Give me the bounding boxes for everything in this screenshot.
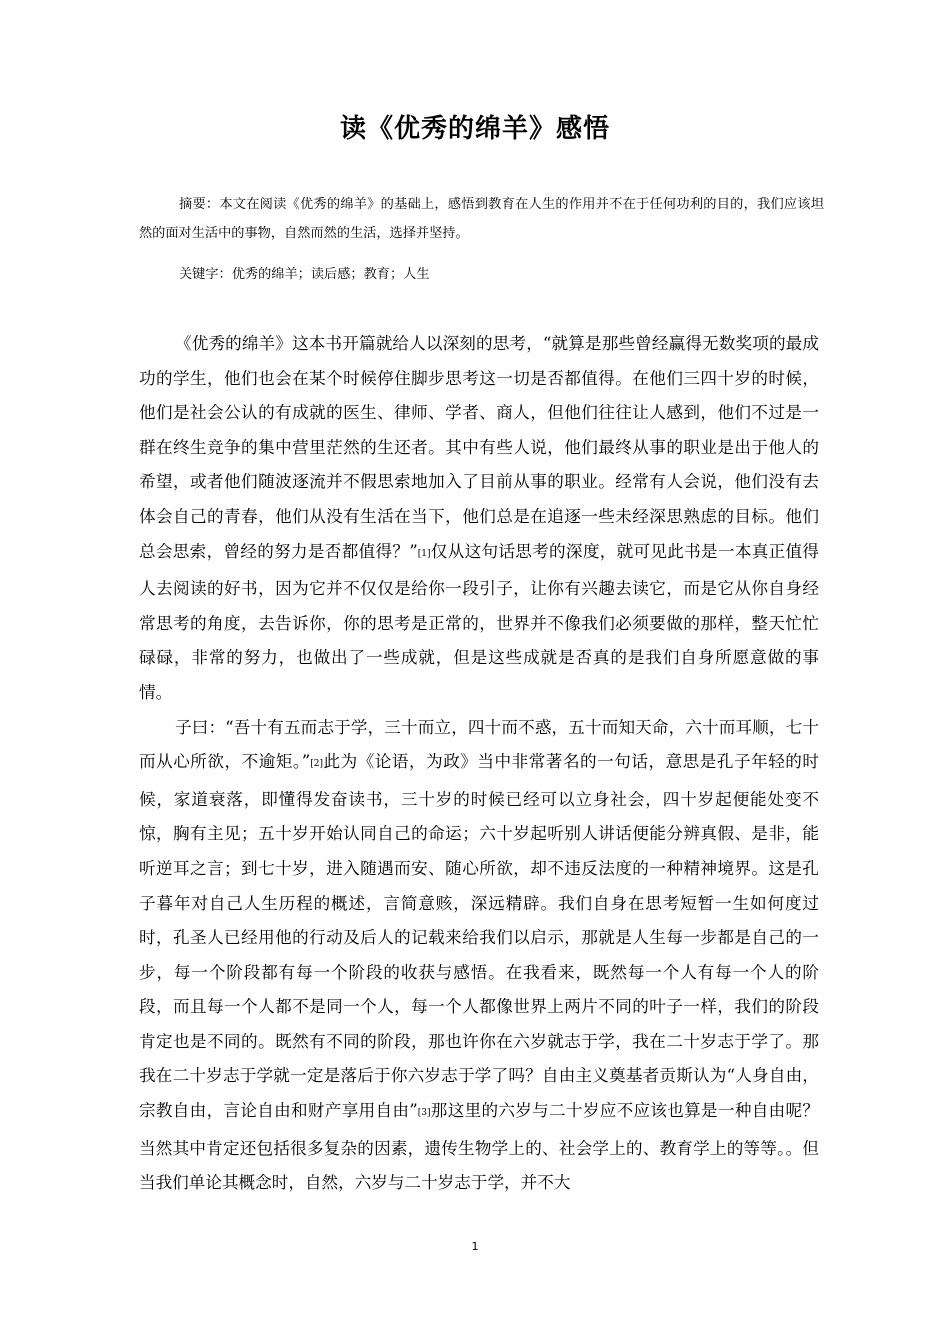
paragraph-1-text-b: 仅从这句话思考的深度，就可见此书是一本真正值得人去阅读的好书，因为它并不仅仅是给你一段引子，让你有兴趣去读它，而是它从你自身经常思考的角度，去告诉你，你的思考是正常的，世界并不像我们必须要做的那样，整天忙忙碌碌，非常的努力，也做出了一些成就，但是这些成就是否真的是我们自身所愿意做的事情。 — [139, 541, 820, 702]
abstract: 摘要：本文在阅读《优秀的绵羊》的基础上，感悟到教育在人生的作用并不在于任何功利的目的，我们应该坦然的面对生活中的事物，自然而然的生活，选择并坚持。 — [139, 197, 824, 241]
paragraph-1 — [139, 327, 819, 711]
document-title: 读《优秀的绵羊》感悟 — [339, 114, 610, 144]
footnote-ref-1: [1] — [417, 548, 431, 559]
paragraph-2-text-c: 那这里的六岁与二十岁应不应该也算是一种自由呢？当然其中肯定还包括很多复杂的因素，遗传生物学上的、社会学上的、教育学上的等等。。但当我们单论其概念时，自然，六岁与二十岁志于学，并不大 — [139, 1101, 820, 1193]
keywords: 关键字：优秀的绵羊；读后感；教育；人生 — [179, 267, 430, 282]
paragraph-2-text-a: 子曰：“吾十有五而志于学，三十而立，四十而不惑，五十而知天命，六十而耳顺，七十而从心所欲，不逾矩。” — [139, 717, 819, 772]
paragraph-2-text-b: 此为《论语，为政》当中非常著名的一句话，意思是孔子年轻的时候，家道衰落，即懂得发奋读书，三十岁的时候已经可以立身社会，四十岁起便能处变不惊，胸有主见；五十岁开始认同自己的命运；六十岁起听别人讲话便能分辨真假、是非，能听逆耳之言；到七十岁，进入随遇而安、随心所欲，却不违反法度的一种精神境界。这是孔子暮年对自己人生历程的概述，言简意赅，深远精辟。我们自身在思考短暂一生如何度过时，孔圣人已经用他的行动及后人的记载来给我们以启示，那就是人生每一步都是自己的一步，每一个阶段都有每一个阶段的收获与感悟。在我看来，既然每一个人有每一个人的阶段，而且每一个人都不是同一个人，每一个人都像世界上两片不同的叶子一样，我们的阶段肯定也是不同的。既然有不同的阶段，那也许你在六岁就志于学，我在二十岁志于学了。那我在二十岁志于学就一定是落后于你六岁志于学了吗？自由主义奠基者贡斯认为“人身自由，宗教自由，言论自由和财产享用自由” — [139, 752, 820, 1121]
paragraph-1-text-a: 《优秀的绵羊》这本书开篇就给人以深刻的思考，“就算是那些曾经赢得无数奖项的最成功的学生，他们也会在某个时候停住脚步思考这一切是否都值得。在他们三四十岁的时候，他们是社会公认的有成就的医生、律师、学者、商人，但他们往往让人感到，他们不过是一群在终生竞争的集中营里茫然的生还者。其中有些人说，他们最终从事的职业是出于他人的希望，或者他们随波逐流并不假思索地加入了目前从事的职业。经常有人会说，他们没有去体会自己的青春，他们从没有生活在当下，他们总是在追逐一些未经深思熟虑的目标。他们总会思索，曾经的努力是否都值得？” — [139, 334, 819, 561]
footnote-ref-2: [2] — [310, 759, 323, 770]
body-text — [139, 327, 819, 1201]
paragraph-2 — [139, 711, 819, 1201]
footnote-ref-3: [3] — [417, 1108, 431, 1119]
page-number: 1 — [471, 1240, 479, 1253]
